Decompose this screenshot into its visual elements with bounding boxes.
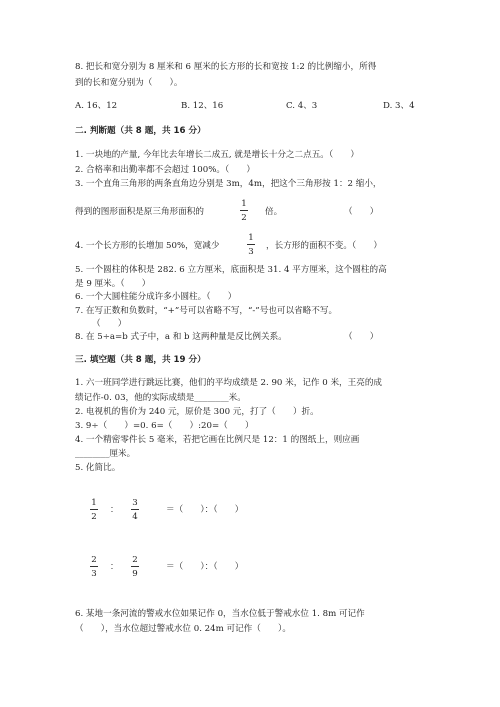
- q8-line2: 到的长和宽分别为（ ）。: [75, 78, 183, 88]
- q8-option-a: A. 16、12: [75, 101, 118, 111]
- q8-line1: 8. 把长和宽分别为 8 厘米和 6 厘米的长方形的长和宽按 1:2 的比例缩小，所得: [75, 62, 377, 72]
- fraction-numerator: 2: [132, 555, 138, 565]
- ratio2-answer: ＝（ ）：（ ）: [166, 562, 244, 572]
- s3-item5: 5. 化简比。: [75, 463, 121, 473]
- ratio2-a-fraction: [90, 555, 98, 579]
- fraction-numerator: 3: [132, 498, 138, 508]
- ratio1-a-fraction: [90, 498, 98, 522]
- q8-option-b: B. 12、16: [181, 101, 224, 111]
- fraction-denominator: 4: [132, 512, 138, 522]
- s2-item4-fraction: [247, 233, 255, 257]
- s2-item3-line1: 3. 一个直角三角形的两条直角边分别是 3m，4m，把这个三角形按 1：2 缩小，: [75, 179, 382, 189]
- s2-item5-line2: 是 9 厘米。（ ）: [75, 279, 151, 289]
- s2-item8-bracket: （ ）: [344, 332, 379, 342]
- fraction-numerator: 1: [241, 199, 247, 209]
- s2-item1: 1. 一块地的产量, 今年比去年增长二成五, 就是增长十分之二点五。（ ）: [75, 150, 359, 160]
- fraction-numerator: 2: [91, 555, 97, 565]
- s2-item2: 2. 合格率和出勤率都不会超过 100%。（ ）: [75, 165, 256, 175]
- s3-item1-line2: 绩记作-0. 03，他的实际成绩是________米。: [75, 393, 246, 403]
- ratio2-colon: ：: [110, 562, 119, 572]
- fraction-bar: [131, 566, 139, 567]
- fraction-denominator: 3: [91, 569, 97, 579]
- s3-item2: 2. 电视机的售价为 240 元，原价是 300 元，打了（ ）折。: [75, 407, 319, 417]
- s2-item8: 8. 在 5÷a=b 式子中，a 和 b 这两种量是反比例关系。: [75, 332, 287, 342]
- s2-item3-fraction: [240, 199, 248, 223]
- fraction-denominator: 2: [241, 213, 247, 223]
- s2-item3-line2-post: 倍。: [265, 207, 283, 217]
- s3-item6-line2: （ ），当水位超过警戒水位 0. 24m 可记作（ ）。: [75, 624, 291, 634]
- fraction-bar: [131, 509, 139, 510]
- s2-item6: 6. 一个大圆柱能分成许多小圆柱。（ ）: [75, 292, 237, 302]
- s3-item4-line2: ________厘米。: [75, 449, 136, 459]
- s2-item5-line1: 5. 一个圆柱的体积是 282. 6 立方厘米，底面积是 31. 4 平方厘米，这个圆柱的高: [75, 265, 387, 275]
- s2-item7-line2: （ ）: [92, 319, 127, 329]
- s3-item1-line1: 1. 六一班同学进行跳远比赛，他们的平均成绩是 2. 90 米，记作 0 米，王亮的成: [75, 378, 383, 388]
- fraction-denominator: 3: [248, 247, 254, 257]
- s2-item4-post: ，长方形的面积不变。（ ）: [266, 241, 383, 251]
- fraction-numerator: 1: [248, 233, 254, 243]
- fraction-denominator: 9: [132, 569, 138, 579]
- ratio1-colon: ：: [110, 505, 119, 515]
- ratio1-b-fraction: [131, 498, 139, 522]
- s2-item3-line2-pre: 得到的图形面积是原三角形面积的: [75, 207, 204, 217]
- ratio1-answer: ＝（ ）：（ ）: [166, 505, 244, 515]
- section3-title: 三. 填空题（共 8 题，共 19 分）: [75, 355, 206, 365]
- fraction-bar: [90, 509, 98, 510]
- section2-title: 二. 判断题（共 8 题，共 16 分）: [75, 126, 206, 136]
- s3-item6-line1: 6. 某地一条河流的警戒水位如果记作 0，当水位低于警戒水位 1. 8m 可记作: [75, 609, 365, 619]
- q8-option-c: C. 4、3: [286, 101, 318, 111]
- q8-option-d: D. 3、4: [383, 101, 415, 111]
- fraction-denominator: 2: [91, 512, 97, 522]
- s2-item4-pre: 4. 一个长方形的长增加 50%，宽减少: [75, 241, 220, 251]
- fraction-bar: [247, 244, 255, 245]
- s2-item3-bracket: （ ）: [344, 207, 379, 217]
- fraction-bar: [240, 210, 248, 211]
- s3-item3: 3. 9÷（ ）=0. 6=（ ）:20=（ ）: [75, 421, 254, 431]
- fraction-bar: [90, 566, 98, 567]
- s2-item7-line1: 7. 在写正数和负数时，“+”号可以省略不写，“-”号也可以省略不写。: [75, 306, 338, 316]
- ratio2-b-fraction: [131, 555, 139, 579]
- s3-item4-line1: 4. 一个精密零件长 5 毫米，若把它画在比例尺是 12：1 的图纸上，则应画: [75, 435, 360, 445]
- fraction-numerator: 1: [91, 498, 97, 508]
